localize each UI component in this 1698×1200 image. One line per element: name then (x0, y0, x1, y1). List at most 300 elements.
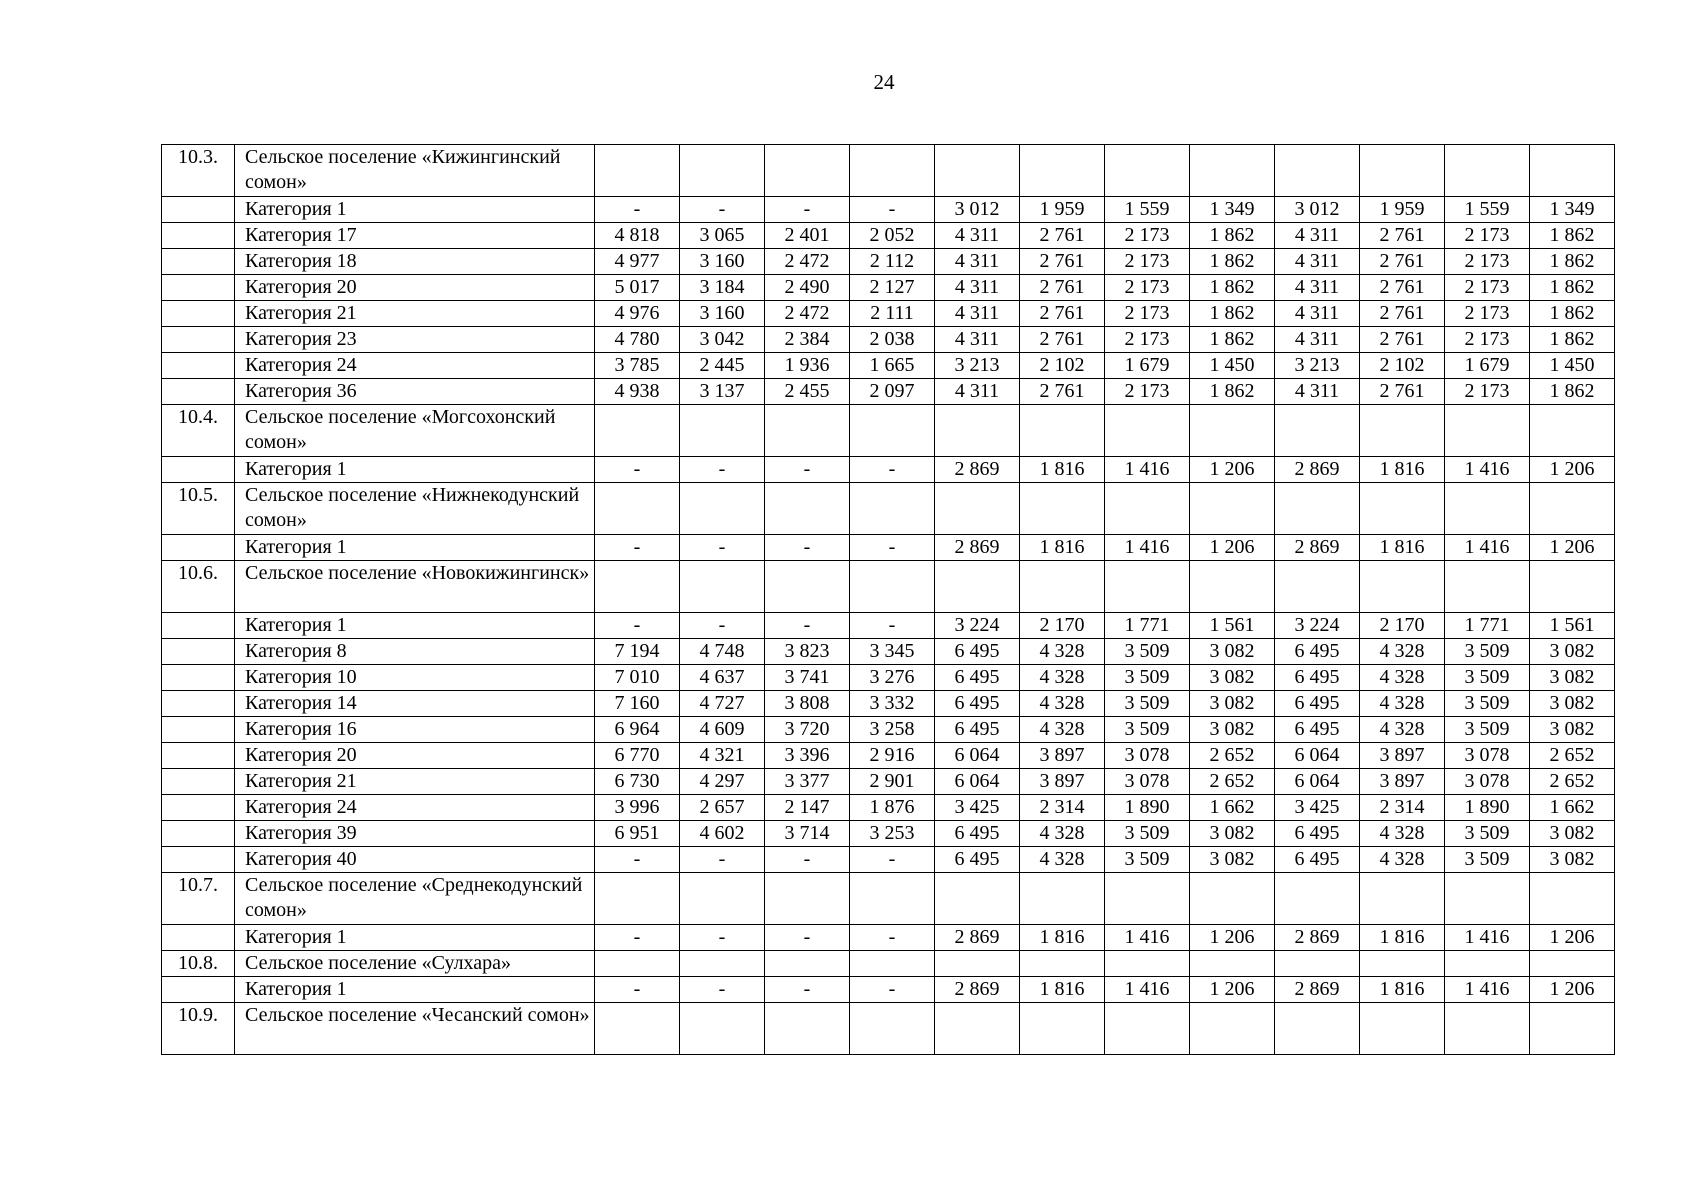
value-cell: 3 509 (1445, 717, 1530, 743)
empty-cell (1275, 1003, 1360, 1055)
value-cell: 3 509 (1445, 639, 1530, 665)
empty-cell (1445, 561, 1530, 613)
table-row (162, 639, 1615, 665)
value-cell: 4 328 (1020, 821, 1105, 847)
section-header-row (162, 561, 1615, 613)
empty-cell (1275, 561, 1360, 613)
value-cell: 3 082 (1530, 639, 1615, 665)
value-cell: 1 561 (1530, 613, 1615, 639)
value-cell: 4 328 (1360, 821, 1445, 847)
empty-cell (850, 1003, 935, 1055)
value-cell: 4 328 (1020, 639, 1105, 665)
tariff-table (161, 144, 1615, 1055)
section-number: 10.4. (162, 405, 235, 457)
empty-cell (1020, 145, 1105, 197)
category-label: Категория 24 (235, 353, 595, 379)
value-cell: 4 637 (680, 665, 765, 691)
empty-cell (765, 1003, 850, 1055)
value-cell: 2 173 (1445, 327, 1530, 353)
value-cell: 4 321 (680, 743, 765, 769)
value-cell: 2 869 (935, 925, 1020, 951)
category-label: Категория 39 (235, 821, 595, 847)
value-cell: 4 938 (595, 379, 680, 405)
value-cell: 2 401 (765, 223, 850, 249)
value-cell: 2 127 (850, 275, 935, 301)
category-label: Категория 1 (235, 977, 595, 1003)
value-cell: 1 416 (1105, 925, 1190, 951)
empty-cell (850, 561, 935, 613)
value-cell: - (850, 847, 935, 873)
value-cell: 3 714 (765, 821, 850, 847)
empty-cell (1445, 873, 1530, 925)
value-cell: 1 561 (1190, 613, 1275, 639)
category-label: Категория 40 (235, 847, 595, 873)
empty-cell (1530, 1003, 1615, 1055)
value-cell: 4 311 (935, 275, 1020, 301)
empty-cell (1020, 873, 1105, 925)
value-cell: 2 901 (850, 769, 935, 795)
value-cell: 2 384 (765, 327, 850, 353)
value-cell: 2 173 (1105, 223, 1190, 249)
table-row (162, 379, 1615, 405)
empty-cell (1105, 561, 1190, 613)
category-label: Категория 1 (235, 197, 595, 223)
value-cell: 4 311 (1275, 223, 1360, 249)
value-cell: 4 328 (1360, 691, 1445, 717)
table-row (162, 717, 1615, 743)
value-cell: 3 276 (850, 665, 935, 691)
value-cell: 3 425 (1275, 795, 1360, 821)
value-cell: 1 862 (1530, 223, 1615, 249)
value-cell: 1 959 (1020, 197, 1105, 223)
value-cell: - (765, 197, 850, 223)
value-cell: 1 862 (1190, 379, 1275, 405)
empty-cell (1530, 145, 1615, 197)
empty-cell (595, 145, 680, 197)
table-row (162, 249, 1615, 275)
category-label: Категория 10 (235, 665, 595, 691)
value-cell: 2 097 (850, 379, 935, 405)
value-cell: 6 495 (1275, 639, 1360, 665)
value-cell: - (850, 977, 935, 1003)
value-cell: - (850, 535, 935, 561)
value-cell: 4 328 (1020, 717, 1105, 743)
table-row (162, 457, 1615, 483)
value-cell: 1 862 (1190, 301, 1275, 327)
table-row (162, 275, 1615, 301)
value-cell: 1 959 (1360, 197, 1445, 223)
value-cell: 3 224 (935, 613, 1020, 639)
empty-cell (680, 1003, 765, 1055)
value-cell: 4 977 (595, 249, 680, 275)
value-cell: 2 445 (680, 353, 765, 379)
value-cell: 3 082 (1190, 639, 1275, 665)
value-cell: 2 869 (1275, 457, 1360, 483)
empty-cell (1105, 483, 1190, 535)
empty-cell (1190, 1003, 1275, 1055)
value-cell: 2 761 (1020, 301, 1105, 327)
value-cell: 4 328 (1020, 665, 1105, 691)
value-cell: - (680, 457, 765, 483)
value-cell: 3 078 (1445, 743, 1530, 769)
value-cell: 3 012 (1275, 197, 1360, 223)
section-number: 10.5. (162, 483, 235, 535)
value-cell: 2 173 (1105, 275, 1190, 301)
empty-cell (1190, 873, 1275, 925)
category-label: Категория 14 (235, 691, 595, 717)
value-cell: 1 862 (1530, 275, 1615, 301)
category-label: Категория 1 (235, 925, 595, 951)
row-number (162, 535, 235, 561)
empty-cell (1360, 483, 1445, 535)
page-number: 24 (873, 70, 895, 94)
value-cell: 2 761 (1020, 249, 1105, 275)
value-cell: 1 816 (1360, 977, 1445, 1003)
empty-cell (765, 561, 850, 613)
table-row (162, 847, 1615, 873)
category-label: Категория 8 (235, 639, 595, 665)
value-cell: 3 509 (1105, 665, 1190, 691)
section-header-row (162, 1003, 1615, 1055)
value-cell: 3 425 (935, 795, 1020, 821)
value-cell: - (680, 613, 765, 639)
category-label: Категория 20 (235, 275, 595, 301)
value-cell: 4 328 (1020, 847, 1105, 873)
value-cell: 1 816 (1360, 925, 1445, 951)
section-name: Сельское поселение «Сулхара» (235, 951, 595, 977)
empty-cell (935, 873, 1020, 925)
value-cell: 3 396 (765, 743, 850, 769)
value-cell: 1 662 (1530, 795, 1615, 821)
value-cell: 2 173 (1445, 223, 1530, 249)
value-cell: 1 862 (1190, 249, 1275, 275)
value-cell: 6 064 (1275, 743, 1360, 769)
category-label: Категория 1 (235, 613, 595, 639)
category-label: Категория 1 (235, 457, 595, 483)
value-cell: - (765, 457, 850, 483)
value-cell: 2 472 (765, 301, 850, 327)
value-cell: 2 869 (1275, 925, 1360, 951)
value-cell: 2 652 (1530, 743, 1615, 769)
value-cell: 2 314 (1360, 795, 1445, 821)
empty-cell (1105, 951, 1190, 977)
value-cell: 1 665 (850, 353, 935, 379)
value-cell: 3 253 (850, 821, 935, 847)
value-cell: 1 416 (1445, 535, 1530, 561)
empty-cell (1530, 405, 1615, 457)
value-cell: 4 328 (1020, 691, 1105, 717)
value-cell: 1 416 (1445, 457, 1530, 483)
value-cell: 1 816 (1020, 925, 1105, 951)
value-cell: 3 137 (680, 379, 765, 405)
empty-cell (765, 483, 850, 535)
row-number (162, 925, 235, 951)
category-label: Категория 21 (235, 769, 595, 795)
row-number (162, 327, 235, 353)
empty-cell (1190, 405, 1275, 457)
empty-cell (935, 405, 1020, 457)
table-row (162, 769, 1615, 795)
value-cell: 3 720 (765, 717, 850, 743)
value-cell: 3 082 (1530, 717, 1615, 743)
value-cell: 1 416 (1105, 977, 1190, 1003)
value-cell: 3 082 (1530, 691, 1615, 717)
value-cell: 1 862 (1530, 327, 1615, 353)
empty-cell (1360, 405, 1445, 457)
value-cell: 4 311 (1275, 379, 1360, 405)
section-header-row (162, 145, 1615, 197)
table-row (162, 821, 1615, 847)
value-cell: 1 206 (1190, 977, 1275, 1003)
empty-cell (850, 873, 935, 925)
table-row (162, 197, 1615, 223)
empty-cell (1445, 951, 1530, 977)
row-number (162, 977, 235, 1003)
value-cell: 1 771 (1105, 613, 1190, 639)
value-cell: 6 495 (935, 847, 1020, 873)
value-cell: 3 332 (850, 691, 935, 717)
value-cell: 4 818 (595, 223, 680, 249)
empty-cell (850, 145, 935, 197)
value-cell: 1 349 (1530, 197, 1615, 223)
category-label: Категория 21 (235, 301, 595, 327)
value-cell: 4 311 (935, 301, 1020, 327)
value-cell: 2 170 (1360, 613, 1445, 639)
value-cell: 1 206 (1190, 457, 1275, 483)
value-cell: 3 082 (1190, 691, 1275, 717)
section-header-row (162, 951, 1615, 977)
empty-cell (1275, 145, 1360, 197)
value-cell: 6 495 (1275, 665, 1360, 691)
value-cell: - (850, 613, 935, 639)
table-row (162, 353, 1615, 379)
row-number (162, 639, 235, 665)
table-row (162, 691, 1615, 717)
value-cell: 3 377 (765, 769, 850, 795)
section-name: Сельское поселение «Новокижингинск» (235, 561, 595, 613)
row-number (162, 457, 235, 483)
value-cell: 1 416 (1105, 457, 1190, 483)
value-cell: 2 761 (1360, 275, 1445, 301)
category-label: Категория 1 (235, 535, 595, 561)
value-cell: 6 964 (595, 717, 680, 743)
empty-cell (595, 561, 680, 613)
empty-cell (1530, 561, 1615, 613)
value-cell: 3 160 (680, 301, 765, 327)
value-cell: 6 770 (595, 743, 680, 769)
value-cell: 3 509 (1445, 691, 1530, 717)
value-cell: 3 897 (1020, 743, 1105, 769)
value-cell: - (850, 925, 935, 951)
value-cell: - (680, 197, 765, 223)
table-row (162, 977, 1615, 1003)
table-row (162, 743, 1615, 769)
empty-cell (1360, 1003, 1445, 1055)
value-cell: 3 082 (1190, 821, 1275, 847)
value-cell: 3 996 (595, 795, 680, 821)
value-cell: 1 876 (850, 795, 935, 821)
value-cell: 4 311 (935, 379, 1020, 405)
value-cell: 3 509 (1445, 665, 1530, 691)
value-cell: - (765, 925, 850, 951)
value-cell: - (680, 925, 765, 951)
section-number: 10.7. (162, 873, 235, 925)
value-cell: 4 328 (1360, 665, 1445, 691)
empty-cell (935, 1003, 1020, 1055)
empty-cell (1445, 1003, 1530, 1055)
value-cell: 3 082 (1530, 821, 1615, 847)
empty-cell (1530, 873, 1615, 925)
value-cell: - (680, 535, 765, 561)
empty-cell (1020, 405, 1105, 457)
category-label: Категория 17 (235, 223, 595, 249)
value-cell: - (765, 847, 850, 873)
category-label: Категория 18 (235, 249, 595, 275)
value-cell: 2 173 (1105, 249, 1190, 275)
empty-cell (1190, 951, 1275, 977)
value-cell: 6 495 (935, 665, 1020, 691)
empty-cell (1445, 405, 1530, 457)
value-cell: 3 078 (1445, 769, 1530, 795)
value-cell: 1 862 (1530, 301, 1615, 327)
empty-cell (1445, 483, 1530, 535)
value-cell: 1 890 (1105, 795, 1190, 821)
value-cell: 1 662 (1190, 795, 1275, 821)
empty-cell (1020, 951, 1105, 977)
value-cell: 6 495 (1275, 821, 1360, 847)
empty-cell (1105, 405, 1190, 457)
value-cell: 3 509 (1105, 639, 1190, 665)
value-cell: 3 897 (1360, 769, 1445, 795)
value-cell: 6 495 (935, 691, 1020, 717)
empty-cell (1275, 483, 1360, 535)
value-cell: 1 206 (1190, 925, 1275, 951)
value-cell: 1 862 (1530, 249, 1615, 275)
value-cell: - (765, 613, 850, 639)
value-cell: 3 082 (1190, 665, 1275, 691)
value-cell: 1 416 (1445, 925, 1530, 951)
empty-cell (595, 405, 680, 457)
empty-cell (1275, 405, 1360, 457)
value-cell: 6 495 (1275, 847, 1360, 873)
empty-cell (1445, 145, 1530, 197)
section-name: Сельское поселение «Могсохонский сомон» (235, 405, 595, 457)
row-number (162, 197, 235, 223)
value-cell: 3 897 (1360, 743, 1445, 769)
section-number: 10.8. (162, 951, 235, 977)
value-cell: 1 559 (1105, 197, 1190, 223)
empty-cell (935, 145, 1020, 197)
empty-cell (680, 405, 765, 457)
value-cell: 1 862 (1190, 327, 1275, 353)
value-cell: 3 082 (1530, 665, 1615, 691)
row-number (162, 301, 235, 327)
value-cell: 4 609 (680, 717, 765, 743)
row-number (162, 249, 235, 275)
section-header-row (162, 483, 1615, 535)
value-cell: 1 890 (1445, 795, 1530, 821)
value-cell: 4 297 (680, 769, 765, 795)
value-cell: 5 017 (595, 275, 680, 301)
value-cell: 6 495 (935, 717, 1020, 743)
value-cell: 2 102 (1360, 353, 1445, 379)
value-cell: - (595, 613, 680, 639)
table-row (162, 223, 1615, 249)
empty-cell (765, 145, 850, 197)
table-row (162, 535, 1615, 561)
table-row (162, 613, 1615, 639)
value-cell: 4 602 (680, 821, 765, 847)
category-label: Категория 23 (235, 327, 595, 353)
table-row (162, 795, 1615, 821)
empty-cell (1105, 873, 1190, 925)
value-cell: 1 206 (1530, 925, 1615, 951)
empty-cell (595, 1003, 680, 1055)
value-cell: 2 652 (1530, 769, 1615, 795)
value-cell: 7 194 (595, 639, 680, 665)
value-cell: 2 314 (1020, 795, 1105, 821)
empty-cell (1020, 561, 1105, 613)
value-cell: 2 761 (1360, 327, 1445, 353)
empty-cell (1360, 873, 1445, 925)
value-cell: 3 509 (1105, 847, 1190, 873)
row-number (162, 717, 235, 743)
value-cell: 3 082 (1190, 717, 1275, 743)
value-cell: 2 455 (765, 379, 850, 405)
value-cell: 3 345 (850, 639, 935, 665)
value-cell: 4 311 (1275, 327, 1360, 353)
value-cell: 2 111 (850, 301, 935, 327)
value-cell: 4 311 (1275, 301, 1360, 327)
value-cell: 1 206 (1530, 977, 1615, 1003)
value-cell: - (850, 457, 935, 483)
value-cell: 6 495 (935, 639, 1020, 665)
value-cell: 3 065 (680, 223, 765, 249)
empty-cell (680, 951, 765, 977)
section-number: 10.3. (162, 145, 235, 197)
value-cell: 2 761 (1020, 275, 1105, 301)
table-row (162, 327, 1615, 353)
value-cell: 2 869 (935, 977, 1020, 1003)
value-cell: 1 206 (1190, 535, 1275, 561)
value-cell: 2 657 (680, 795, 765, 821)
empty-cell (1360, 951, 1445, 977)
value-cell: 1 206 (1530, 535, 1615, 561)
value-cell: 2 472 (765, 249, 850, 275)
value-cell: 2 652 (1190, 743, 1275, 769)
value-cell: - (765, 535, 850, 561)
value-cell: 3 160 (680, 249, 765, 275)
empty-cell (1530, 951, 1615, 977)
value-cell: 3 509 (1105, 717, 1190, 743)
row-number (162, 665, 235, 691)
empty-cell (680, 873, 765, 925)
value-cell: 1 816 (1020, 535, 1105, 561)
value-cell: 1 349 (1190, 197, 1275, 223)
value-cell: 2 170 (1020, 613, 1105, 639)
empty-cell (850, 951, 935, 977)
value-cell: 1 450 (1530, 353, 1615, 379)
empty-cell (765, 405, 850, 457)
value-cell: - (595, 197, 680, 223)
value-cell: 2 869 (1275, 977, 1360, 1003)
empty-cell (850, 405, 935, 457)
value-cell: 4 328 (1360, 717, 1445, 743)
value-cell: 2 761 (1360, 249, 1445, 275)
value-cell: - (595, 535, 680, 561)
value-cell: 2 173 (1445, 275, 1530, 301)
row-number (162, 275, 235, 301)
